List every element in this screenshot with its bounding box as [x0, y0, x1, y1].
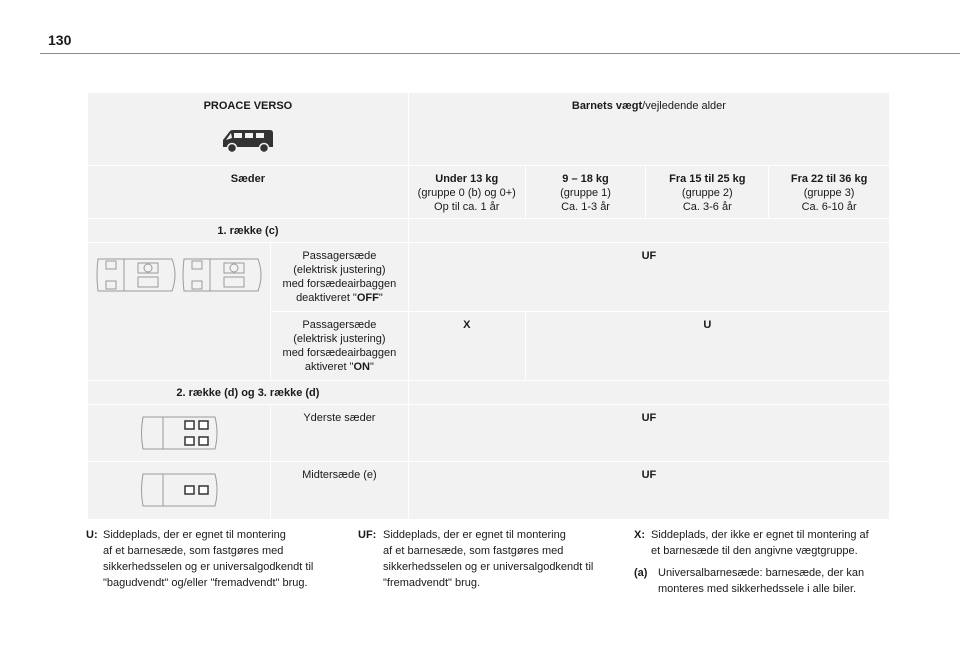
- legend-key: U:: [86, 529, 98, 541]
- passenger-on-value-x: X: [408, 312, 525, 381]
- text-line: [271, 360, 408, 374]
- outer-seat-plan-cell: [88, 405, 271, 462]
- airbag-state: OFF: [356, 292, 379, 304]
- middle-seat-diagram-icon: [139, 470, 219, 510]
- text-part: aktiveret ": [304, 361, 354, 373]
- group-age: Ca. 6-10 år: [801, 201, 857, 213]
- model-cell: [88, 93, 409, 166]
- text-part: ": [369, 361, 374, 373]
- legend-u: [86, 527, 356, 591]
- group-age: Ca. 3-6 år: [682, 201, 732, 213]
- model-name: PROACE VERSO: [203, 100, 293, 112]
- front-seat-diagram-icon: [94, 253, 264, 297]
- group-weight: Fra 22 til 36 kg: [790, 173, 868, 185]
- passenger-on-label: [270, 312, 408, 381]
- middle-seat-value: UF: [408, 462, 889, 520]
- middle-seat-plan-cell: [88, 462, 271, 520]
- row1-label: 1. række (c): [88, 219, 409, 243]
- group-age: Op til ca. 1 år: [434, 201, 500, 213]
- text-line: (elektrisk justering): [293, 264, 386, 276]
- header-rule: [40, 53, 960, 54]
- text-line: (elektrisk justering): [293, 333, 386, 345]
- text-line: [271, 291, 408, 305]
- weight-header-cell: [408, 93, 889, 166]
- legend-line: Universalbarnesæde: barnesæde, der kan: [658, 567, 865, 579]
- text-part: deaktiveret ": [296, 292, 357, 304]
- group-weight: Fra 15 til 25 kg: [669, 173, 746, 185]
- legend-line: af et barnesæde, som fastgøres med: [103, 545, 284, 557]
- passenger-off-label: [270, 243, 408, 312]
- passenger-off-value: UF: [408, 243, 889, 312]
- text-line: Passagersæde: [302, 250, 377, 262]
- legend-line: Siddeplads, der ikke er egnet til montering af: [651, 529, 869, 541]
- text-line: med forsædeairbaggen: [282, 347, 397, 359]
- row2-label-filler: [408, 381, 889, 405]
- group-age: Ca. 1-3 år: [561, 201, 610, 213]
- child-seat-table: [87, 92, 890, 520]
- legend-a: [634, 565, 904, 597]
- outer-seats-label: Yderste sæder: [270, 405, 408, 462]
- legend-key: X:: [634, 529, 645, 541]
- seats-label: Sæder: [88, 166, 409, 219]
- text-line: med forsædeairbaggen: [282, 278, 397, 290]
- group-name: (gruppe 2): [681, 187, 733, 199]
- van-icon: [220, 127, 276, 155]
- text-line: Passagersæde: [302, 319, 377, 331]
- legend-line: sikkerhedsselen og er universalgodkendt til: [383, 561, 594, 573]
- group-name: (gruppe 3): [803, 187, 855, 199]
- legend-line: Siddeplads, der er egnet til montering: [103, 529, 286, 541]
- group-weight: 9 – 18 kg: [562, 173, 609, 185]
- group-cell-2: [646, 166, 769, 219]
- legend-x: [634, 527, 904, 559]
- group-name: (gruppe 1): [560, 187, 611, 199]
- legend-line: et barnesæde til den angivne vægtgruppe.: [651, 545, 858, 557]
- legend-key: UF:: [358, 529, 377, 541]
- front-seat-plan-cell: [88, 243, 271, 381]
- row1-label-filler: [408, 219, 889, 243]
- weight-header-bold: Barnets vægt: [571, 100, 643, 112]
- airbag-state: ON: [353, 361, 370, 373]
- group-cell-1: [525, 166, 646, 219]
- group-cell-3: [769, 166, 890, 219]
- legend-line: Siddeplads, der er egnet til montering: [383, 529, 566, 541]
- legend-line: sikkerhedsselen og er universalgodkendt til: [103, 561, 314, 573]
- legend-line: "fremadvendt" brug.: [383, 577, 481, 589]
- legend-line: af et barnesæde, som fastgøres med: [383, 545, 564, 557]
- page-number: 130: [48, 32, 72, 48]
- legend-line: monteres med sikkerhedssele i alle biler.: [658, 583, 857, 595]
- middle-seat-label: Midtersæde (e): [270, 462, 408, 520]
- legend-uf: [358, 527, 628, 591]
- group-name: (gruppe 0 (b) og 0+): [417, 187, 516, 199]
- weight-header-rest: /vejledende alder: [642, 100, 726, 112]
- group-weight: Under 13 kg: [435, 173, 499, 185]
- outer-seats-value: UF: [408, 405, 889, 462]
- row2-label: 2. række (d) og 3. række (d): [88, 381, 409, 405]
- legend-key: (a): [634, 567, 648, 579]
- text-part: ": [378, 292, 383, 304]
- passenger-on-value-u: U: [525, 312, 889, 381]
- outer-seat-diagram-icon: [139, 413, 219, 453]
- group-cell-0: [408, 166, 525, 219]
- legend-line: "bagudvendt" og/eller "fremadvendt" brug.: [103, 577, 308, 589]
